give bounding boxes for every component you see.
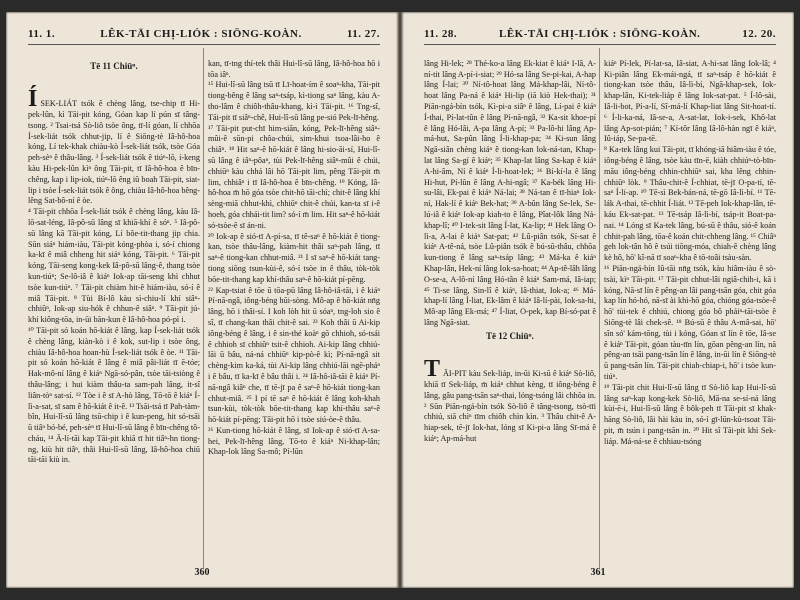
- drop-cap: Í: [28, 86, 38, 113]
- chapter-verse-start: 11. 28.: [424, 28, 458, 40]
- chapter-heading: Tē 11 Chiūⁿ.: [90, 60, 138, 71]
- book-title: LÊK-TĀI CHỊ-LIỎK : SIŌNG-KOÀN.: [498, 28, 701, 40]
- chapter-heading: Tē 12 Chiūⁿ.: [486, 330, 534, 341]
- column-text: SEK-LIÁT tsók ê chèng lâng, tse-chip tī Hi-pek-lûn, kì Tāi-pit kóng, Góan kap lí pún sī tâng-tsong. ² Tsai-tsá Sò-liô tsòe ông, tī-lí góan, lí chhōa Í-sek-liát tsók chhut-jip, lí ê Siōng-tè Iâ-hô-hoa kóng, Lí tek-khak chiàu-kò Í-sek-liát tsók, tsòe Góa peh-sèⁿ ê thâu-lâng. ³ Í-sek-liát tsók ê tiúⁿ-lō, í-keng kàu Hi-pek-lûn kìⁿ ông Tāi-pit, tī Iâ-hô-hoa ê bīn-chêng, kap i lip-iok, tiúⁿ-lō êng iû boah Tāi-pit, siat-lip i tsòe Í-sek-liát tsók ê ông, chiàu Iâ-hô-hoa bêng-lêng Sat-bô-ní ê òe. ⁴ Tāi-pit chhōa Í-sek-liát tsók ê chèng lâng, kàu Iâ-lō-sat-léng, Iâ-pô-sū lâng sī khiā-khí ê sóⁿ. ⁵ Iâ-pô-sū lâng kā Tāi-pit kóng, Lí bôe-tit-thang jip chia. Sūn siáⁿ hiám-iàu, Tāi-pit kóng-phòa i, só-í chiong ka-kī ê miâ chheng hit siáⁿ kóng, Tāi-pit. ⁶ Tāi-pit kóng, Tāi-seng kong-kek Iâ-pô-sū lâng-ê, thang tsòe kun-tiúⁿ; Se-lô-iâ ê kiáⁿ Iok-ap tāi-seng khì chhut tsòe kun-tiúⁿ. ⁷ Tāi-pit chiàm hit-ê hiám-iàu, só-í ê miâ Tāi-pit. ⁸ Tùi Bí-lô kàu sì-chiu-lí khí siâⁿ-chhiûⁿ, Iok-ap siu-hók ê chhun-ê siâⁿ. ⁹ Tāi-pit jú-khí kiông-tōa, in-ūi bān-kun ê Iâ-hô-hoa pó-pì i. ¹⁰ Tāi-pit só koán hō-kiát ê lâng, kap Í-sek-liát tsók ê chèng lâng, kiàn-kò i ê kok, sut-lip i tsòe ông, chiàu Iâ-hô-hoa hoan-hù Í-sek-liát tsók ê òe. ¹¹ Tāi-pit só koán hō-kiát ê lâng ê miâ pâi-liát tī ē-tóe; Hak-mô-ní lâng ê kiáⁿ Ngā-só-pân, tsòe tāi-tsiòng ê thâu-lâng; i hui kiàm thâu-ta sam-pah lâng, it-sî liân-tòⁿ sat-sí. ¹² Tòe i ê sī A-hò lâng, Tō-tō ê kiáⁿ Í-lì-a-sat, sī sam ê hō-kiát ê it-ê. ¹³ Tsāi-tsá tī Pah-tàm-bîn, Hui-lî-sū lâng tsū-chip i ê kun-peng, hit só-tsāi ū tiâⁿ bó-bé, peh-sèⁿ tī Hui-lî-sū lâng ê bīn-chêng tô-cháu, ¹⁴ Ā-lí-tāi kap Tāi-pit khiā tī hit tiâⁿ-hn tiong-ng, kiù hit tiâⁿ, thâi Hui-lî-sū lâng, Iâ-hô-hoa chiū tāi-tāi kiù in.: [28, 99, 200, 465]
- chapter-verse-end: 12. 20.: [742, 28, 776, 40]
- right-page: [402, 12, 794, 588]
- column-divider: [599, 48, 600, 568]
- running-head-left: [28, 26, 380, 45]
- drop-cap: T: [424, 356, 441, 383]
- column-divider: [203, 48, 204, 568]
- page-number: 360: [194, 567, 210, 578]
- right-page-column-1: [424, 48, 596, 568]
- book-title: LÊK-TĀI CHỊ-LIỎK : SIŌNG-KOÀN.: [100, 28, 302, 40]
- chapter-verse-start: 11. 1.: [28, 28, 56, 40]
- left-page-column-2: [208, 48, 380, 568]
- right-page-column-2: [604, 48, 776, 568]
- left-page: [6, 12, 398, 588]
- column-text: ĀI-PIT kàu Sek-liáp, in-ūi Ki-sū ê kiáⁿ Sò-liô, khiā tī Sek-liáp, m̄ kiáⁿ chhut kèng, tī iông-béng ê lâng, gâu pang-tsān saⁿ-thai, lóng-tsóng lâi chhōa in. ² Sūn Piān-ngá-bín tsók Sò-liô ê tâng-tsong, tsò-tīi chhiú, siā chìⁿ tīm chiôh chìn kìn. ³ Thâu chit-ê A-hiap-sek, tē-jī Iok-hat, lóng sī Ki-pi-a lâng Sī-má ê kiáⁿ; Ap-má-hut: [424, 369, 596, 443]
- column-text: lâng Hi-lek; ²⁸ Thé-ko-a lâng Ek-kiat ê kiáⁿ I-lâ, A-ní-tit lâng A-pí-i-siat; ²⁹ Hó-sa lâng Se-pi-kai, A-hap lâng Í-lai; ³⁰ Ní-tô-hoat lâng Má-khap-lâi, Ní-tô-hoat lâng Pa-ná ê kiáⁿ Hi-lip (iā kiò Hek-thai); ³¹ Piān-ngá-bín tsók, Kì-pi-a siâⁿ ê lâng, Lí-pai ê kiáⁿ Í-thai, Pí-lat-tûn ê lâng Pí-nā-ngâ, ³² Ka-sit khoe-pí ê lâng Hó-lâi, A-pa lâng A-pí; ³³ Pa-lô-hi lâng Ap-má-hut, Sa-pûn lâng Í-li-khap-pa; ³⁴ Ki-sun lâng Ngā-siân chèng kiáⁿ ê tiong-kan lok-ná-tan, Khap-lat lâng Sa-gí ê kiáⁿ; ³⁵ Khap-lat lâng Sa-kap ê kiáⁿ A-hi-âm, Ní ê kiáⁿ Í-li-hoat-lek; ³⁶ Bí-kí-la ê lâng Hi-hut, Pí-lûn ê lâng A-hi-ngâ; ³⁷ Ka-bék lâng Hi-su-lâi, Ek-pai ê kiáⁿ Ná-lai; ³⁸ Ná-tan ê tī-hiaⁿ Iok-ní, Hak-lí ê kiáⁿ Bek-hat; ³⁹ A-bûn lâng Se-lek, Se-lú-iâ ê kiáⁿ Iok-ap kiah-to ê lâng, Pîat-lôk lâng Ná-khap-lî; ⁴⁰ I-tek-sit lâng Í-lat, Ka-lip; ⁴¹ Hek lâng O-lì-a, A-lai ê kiáⁿ Sat-pat; ⁴² Lû-piân tsók, Sí-sat ê kiáⁿ A-tê-ná, tsòe Lû-piân tsók ê bú-sū-thâu, chhōa kun-tiong ê lâng saⁿ-tsáp lâng; ⁴³ Má-ka ê kiáⁿ Khap-lân, Hek-ní lâng Iok-sa-hoat; ⁴⁴ Ap-tê-lâh lâng O-se-a, A-lô-ní lâng Hó-tân ê kiáⁿ Sam-má, Iâ-iap; ⁴⁵ Ti-se lâng, Sin-lî ê kiáⁿ, Iâ-thiat, Iok-a; ⁴⁶ Má-khap-lí lâng Í-liat, Ek-lâm ê kiáⁿ Iâ-lí-pài, Iok-sa-hi, Mô-ap lâng Ek-má; ⁴⁷ Í-liat, O-pek, kap Bí-só-pat ê lâng Ngā-siat.: [424, 58, 596, 327]
- running-head-right: [424, 26, 776, 45]
- left-page-column-1: [28, 48, 200, 568]
- column-text: kan, tī-tng thí-tek thâi Hui-lî-sū lâng, Iâ-hô-hoa hō i tōa iâⁿ. ¹⁵ Hui-lî-sū lâng tsū tī Lī-hoat-ím ê soaⁿ-kha, Tāi-pit tiong-bêng ê lâng saⁿ-tsáp, kì-tiong saⁿ lâng, kàu A-tho-lâm ê chiôh-thâu-khang, kì-ì Tāi-pit. ¹⁶ Tng-sî, Tāi-pit tī siâⁿ-chê, Hui-lî-sū lâng pe-sió Pek-lī-hêng. ¹⁷ Tāi-pit put-chī him-siān, kóng, Pek-lī-hêng siâⁿ-mûi-ê sūn-pi chôa-chúi, sim-khui tsoa-lâi-ho ê chiâⁿ. ¹⁸ Hit saⁿ-ê hō-kiát ê lâng hi-sio-āi-sí, Hui-lî-sū lâng ê iâⁿ-pôaⁿ, tùi Pek-lī-hêng siâⁿ-mûi ê chúi, chhiūⁿ kàu chhá lâi hō Tāi-pit lim, pêng Tāi-pit m̄ lim, chhiâⁿ i tī Iâ-hô-hoa ê bīn-chêng. ¹⁹ Kóng, Iâ-hô-hoa m̄ hō góa tsòe chit-hō tāi-chì; chit-ê lâng khí sèng-miā chhut-khì, chhiūⁿ chit-ê chúi, kan-ta sī i-ê hoeh, góa chhái-tit lim? só-í m̄ lim. Hit saⁿ-ê hō-kiát só-tsòe-ê sī án-ni. ²⁰ Iok-ap ê sió-tī A-pí-sa, tī tê-saⁿ ê hō-kiát ê tiong-kan, tsòe thâu-lâng, kiàm-hit thâi saⁿ-pah lâng, tī saⁿ-ê tiong-kan chhut-miâ. ²¹ I sī saⁿ-ê hō-kiát tang-tiong siōng tsun-kùi-ê, só-í tsòe in ê thâu, tòk-tòk bōe-tit-thang kap khí-thâu saⁿ-ê hō-kiát pí-pēng. ²² Kap-tsiat ê tōe ū tōa-pū lâng Iâ-hô-iâ-tāi, i ê kiáⁿ Pí-nā-ngâ, iông-béng hūi-sòng. Mô-ap ê hō-kiát nn̄g lâng, hō i thâi-sí. I koh lòh hit ū sóaⁿ, tng-loh sio ê sî, tī chang-kan thâi chit-ê sai. ²³ Koh thâi ū Ai-kip iông-béng ê lâng, i ê sin-thé koàⁿ gō chhioh, só-tsái ê chhioh sī chhiûⁿ tsit-ê chhioh. Ai-kip lâng chhiú-lāi ū bâu, ná-ná chhiūⁿ kip-pò-ê kì; Pí-nā-ngâ sit chèng-kim ka-ká, tùi Ai-kip lâng chhiú-lāi ngē-pháⁿ i ê bâu, tī ka-kī ê bâu thâi i. ²⁴ Iâ-hô-iâ-tāi ê kiáⁿ Pí-nā-ngâ kiâⁿ che, tī tē-jī pa ê saⁿ-ê hō-kiát tiong-kan chhut-miâ. ²⁵ I pí tē saⁿ ê hō-kiát ê lâng koh-khah tsun-kùi, tòk-tòk bōe-tit-thang kap khí-thâu saⁿ-ê hō-kiát pí-pēng; Tāi-pit hō i tsòe siú-òe-ê thâu. ²⁶ Kun-tiong hō-kiát ê lâng, sī Iok-ap ê sió-tī A-sa-hei, Pek-lī-hêng lâng, Tō-to ê kiáⁿ Ni-khap-lân; Khap-lok lâng Sa-mô; Pí-lūn: [208, 58, 380, 457]
- column-text: kiáⁿ Pí-lek, Pí-lat-sa, Iâ-siat, A-hi-sat lâng Iok-lâ; ⁴ Ki-piân lâng Ek-mái-ngá, tī saⁿ-tsáp ê hō-kiát ê tiong-kan tsòe thâu, Iâ-lì-bí, Ngā-khap-sek, Iok-khap-lân, Ki-tek-liáp ê lâng Iok-sat-pat. ⁵ Í-lô-sài, Iâ-li-bot, Pí-a-lí, Sî-má-lí Khap-liat lâng Sit-hoat-tí. ⁶ Í-li-ka-ná, Iâ-se-a, A-sat-lat, Iok-i-sek, Khô-lat lâng Ap-sot-pián; ⁷ Kí-tôr lâng Iâ-lô-hàn ngī ê kiáⁿ, Iû-iáp, Se-pa-tē. ⁸ Ka-tek lâng kui Tāi-pit, tī khóng-iā hiâm-iàu ê tóe, iông-béng ê lâng, tsòe kàu tīn-ē, kiàh chhiúⁿ-tò-bīn-māu iông-béng chhin-chhiūⁿ sai, kha lêng chhin-chhiūⁿ lòk. ⁹ Thâu-chit-ê Í-chhiat, tē-jī O-pa-tí, tē-saⁿ Í-li-ap. ¹⁰ Tē-sì Bek-bán-ná, tē-gō Iâ-lì-bí. ¹¹ Tē-lák A-thai, tē-chhit Í-liát. ¹² Tē-peh Iok-khap-lân, tē-káu Ek-sat-pat. ¹³ Tē-tsáp Iâ-lì-bí, tsáp-it Boat-pa-nai. ¹⁴ Lóng sī Ka-tek lâng, bú-sū ê thâu, sió-ê koán chhit-pah lâng, tōa-ê koán chit-chheng lâng. ¹⁵ Chiâⁿ geh lok-tân hô ê tsúi tiōng-móa, chiah-ê chèng lâng kè hô, hō' kî-nā tī soaⁿ-kha ê tō-toâi tsàu-sàn. ¹⁶ Piān-ngá-bín Iû-tāi nn̄g tsók, kàu hiâm-iàu ê sò-tsài, kìⁿ Tāi-pit. ¹⁷ Tāi-pit chhut-lâi ngiâ-chih-i, kā i kóng, Nā-sī lín ê pêng-an lâi pang-tsān góa, chit góa kap lín hó-hó, nā-sī ài khì-hō góa, chióng góa-tsòe-ê hō' tùi-tek ê chhiú, chiong góa bô pháiⁿ-tāi-tsòe ê Siōng-tè lâi chek-sê. ¹⁸ Bú-sū ê thâu A-mâ-sai, hō' sîn só' kám-tōng, tùi i kóng, Góan sī lín ê tōe, Iâ-se ê kiáⁿ Tāi-pit, góan tàu-tīn lín, gōan pêng-an lín, nā pêng-an tsāi pang-tsān lín ê lâng, in-ūi lín ê Siōng-tè ū pang-tsān lín. Tāi-pit chiah-chiap-i, hō' i tsòe kun-tiúⁿ. ¹⁹ Tāi-pit chit Hui-lî-sū lâng tī Sò-liô kap Hui-lî-sū lâng saⁿ-kap kong-kek Sò-liô, Mā-na se-sí-ná lâng kùi-ē-i, Hui-lî-sū lâng ê bôk-peh tī Tāi-pit sī khak-hāng Sò-liô, lâi hài kàu in, só-í gī-lūn-kù-tsoat Tāi-pit, m̄ tsún i pang-tsān in. ²⁰ Hit sî Tāi-pit khì Sek-liáp. Má-ná-se ê chhiau-tsóng: [604, 58, 776, 446]
- page-number: 361: [590, 567, 606, 578]
- chapter-verse-end: 11. 27.: [346, 28, 380, 40]
